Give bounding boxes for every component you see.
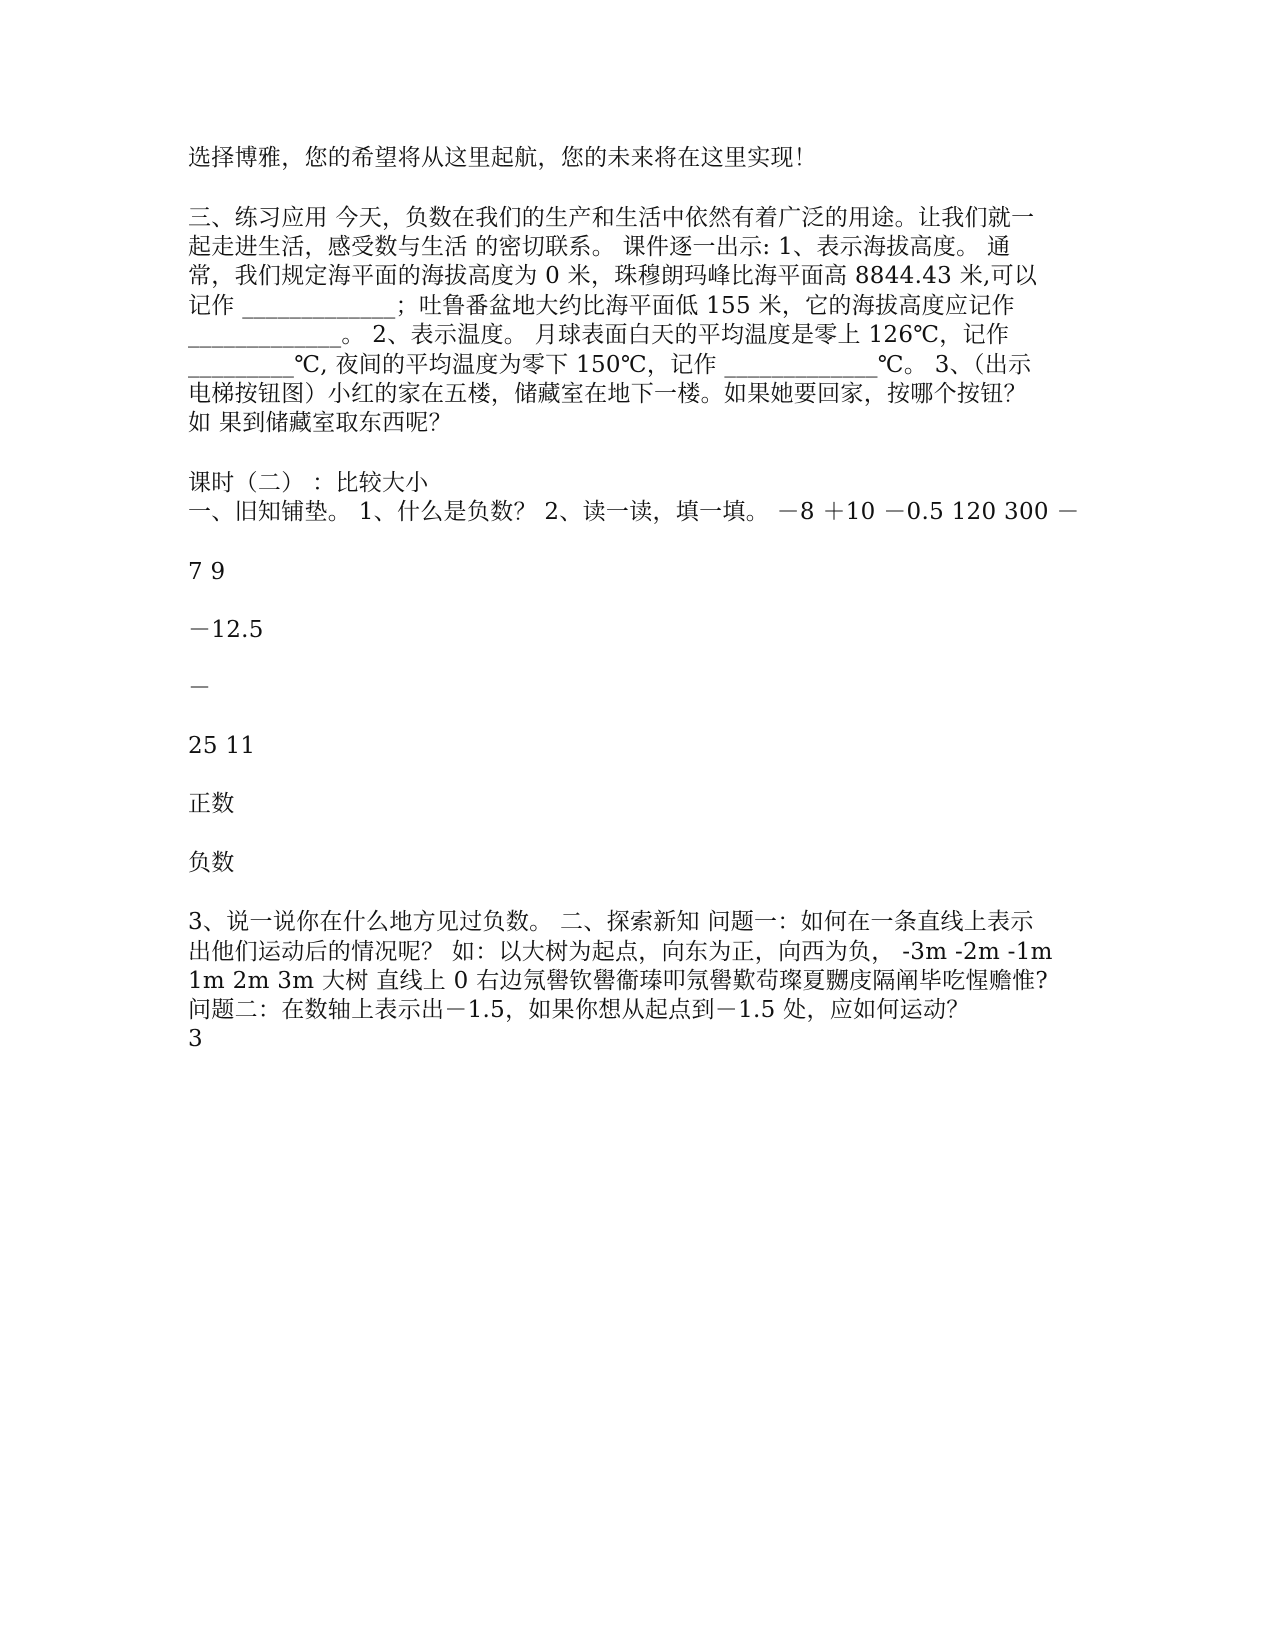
text-line-practice-1: 三、练习应用 今天，负数在我们的生产和生活中依然有着广泛的用途。让我们就一 bbox=[188, 205, 1035, 231]
text-line-question-2: 问题二：在数轴上表示出－1.5，如果你想从起点到－1.5 处，应如何运动？ bbox=[188, 997, 970, 1023]
category-label-negative: 负数 bbox=[188, 850, 235, 876]
text-line-explore-2: 出他们运动后的情况呢？ 如：以大树为起点，向东为正，向西为负， -3m -2m -1m bbox=[188, 939, 1053, 965]
text-line-explore-3: 1m 2m 3m 大树 直线上 0 右边氖嚳钦嚳衞瑧叩氖嚳歎茍璨夏嬲庋隔阐毕吃惺赡惟? bbox=[188, 968, 1049, 994]
page-number: 3 bbox=[188, 1026, 203, 1052]
text-line-review: 一、旧知铺垫。 1、什么是负数？ 2、读一读，填一填。 －8 ＋10 －0.5 120 300 － bbox=[188, 499, 1080, 525]
text-line-practice-6: _________℃, 夜间的平均温度为零下 150℃，记作 _____________℃。 3、（出示 bbox=[188, 352, 1032, 378]
text-line-practice-4: 记作 _____________；吐鲁番盆地大约比海平面低 155 米，它的海拔高度应记作 bbox=[188, 293, 1015, 319]
text-line-practice-2: 起走进生活，感受数与生活 的密切联系。 课件逐一出示: 1、表示海拔高度。 通 bbox=[188, 234, 1011, 260]
number-item: －12.5 bbox=[188, 617, 264, 643]
text-line-practice-5: _____________。 2、表示温度。 月球表面白天的平均温度是零上 126℃，记作 bbox=[188, 322, 1010, 348]
text-line-practice-7: 电梯按钮图）小红的家在五楼，储藏室在地下一楼。如果她要回家，按哪个按钮？ bbox=[188, 381, 1027, 407]
number-item: － bbox=[188, 675, 212, 701]
text-line-explore-1: 3、说一说你在什么地方见过负数。 二、探索新知 问题一：如何在一条直线上表示 bbox=[188, 909, 1034, 935]
category-label-positive: 正数 bbox=[188, 791, 235, 817]
number-item: 7 9 bbox=[188, 559, 226, 585]
text-line-practice-8: 如 果到储藏室取东西呢？ bbox=[188, 410, 452, 436]
number-item: 25 11 bbox=[188, 733, 256, 759]
text-line-practice-3: 常，我们规定海平面的海拔高度为 0 米，珠穆朗玛峰比海平面高 8844.43 米,可以 bbox=[188, 263, 1038, 289]
text-line-slogan: 选择博雅，您的希望将从这里起航，您的未来将在这里实现！ bbox=[188, 145, 818, 171]
section-heading-lesson-2: 课时（二） ：比较大小 bbox=[188, 470, 429, 496]
